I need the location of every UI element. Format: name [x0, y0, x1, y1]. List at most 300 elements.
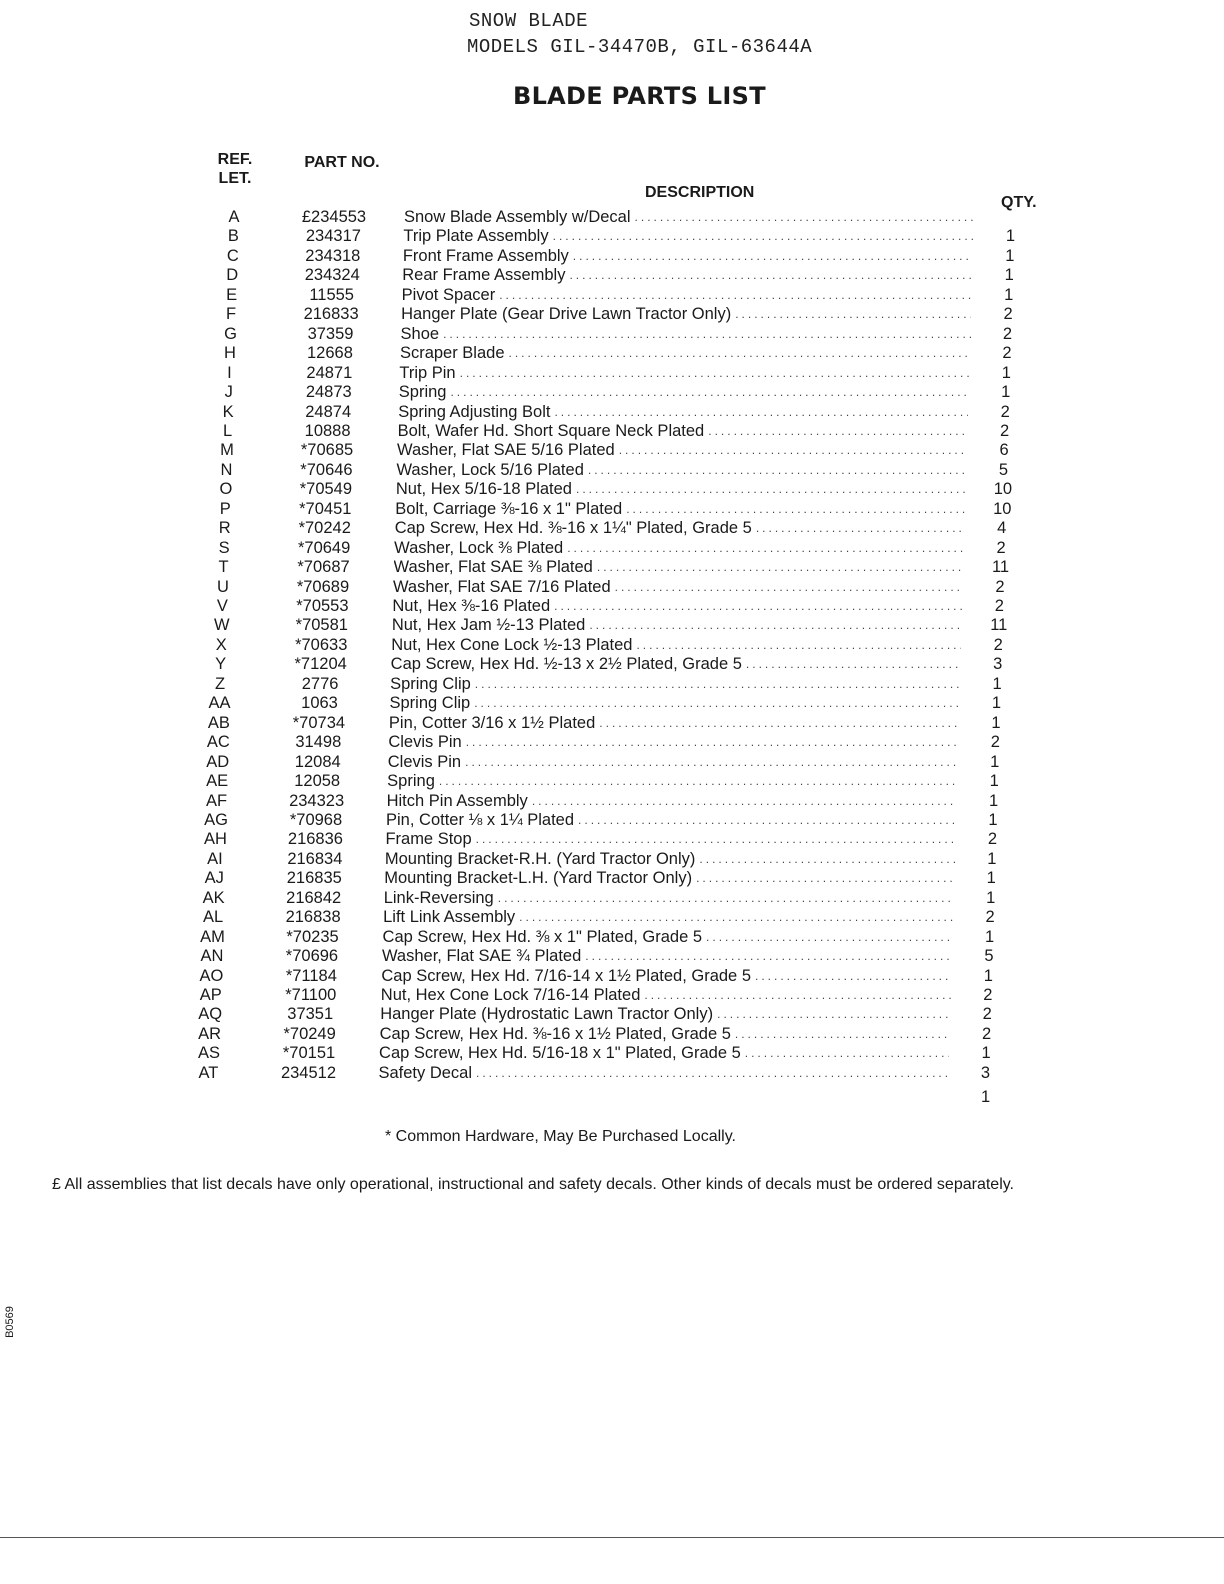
qty-cell: 1 [990, 752, 1000, 771]
ref-let-cell: AO [199, 966, 224, 985]
ref-let-cell: AT [198, 1063, 219, 1082]
part-no-cell: *70549 [299, 480, 353, 499]
dot-leader [439, 771, 957, 791]
dot-leader [699, 849, 954, 869]
table-row [192, 693, 1032, 713]
table-row [184, 946, 1024, 966]
description-text: Link-Reversing [383, 888, 494, 907]
ref-let-cell: X [215, 635, 227, 654]
description-text: Front Frame Assembly [402, 246, 569, 265]
description-text: Lift Link Assembly [383, 908, 516, 927]
ref-let-cell: F [226, 305, 237, 324]
table-row [204, 265, 1044, 285]
description-cell [401, 304, 971, 324]
description-text: Bolt, Wafer Hd. Short Square Neck Plated [397, 421, 705, 440]
qty-cell: 6 [999, 441, 1009, 460]
column-header-qty: QTY. [1001, 194, 1037, 211]
table-row [203, 304, 1043, 324]
description-text: Pivot Spacer [401, 285, 496, 304]
dot-leader [589, 615, 961, 635]
description-cell [383, 907, 953, 927]
description-cell [390, 693, 960, 713]
qty-cell: 5 [998, 460, 1009, 479]
description-text: Spring [387, 772, 435, 791]
ref-let-cell: P [219, 499, 231, 518]
description-text: Nut, Hex Jam ½-13 Plated [391, 616, 586, 635]
dot-leader [717, 1004, 950, 1024]
qty-cell: 2 [985, 908, 995, 927]
table-row [194, 596, 1034, 616]
table-row [182, 1024, 1022, 1044]
qty-cell: 2 [982, 1024, 992, 1043]
description-cell [381, 985, 951, 1005]
ref-let-cell: B [227, 227, 239, 246]
ref-let-cell: O [219, 480, 233, 499]
description-cell [379, 1043, 949, 1063]
part-no-cell: 234317 [305, 227, 361, 246]
ref-let-cell: AD [206, 752, 230, 771]
part-no-cell: 12668 [306, 344, 353, 363]
part-no-cell: *70151 [282, 1044, 336, 1063]
dot-leader [465, 752, 958, 772]
table-row [180, 1063, 1020, 1083]
description-text: Frame Stop [385, 830, 472, 849]
table-row [186, 868, 1026, 888]
dot-leader [636, 635, 961, 655]
description-text: Nut, Hex 5/16-18 Plated [395, 480, 572, 499]
table-row [195, 577, 1035, 597]
description-text: Nut, Hex Cone Lock 7/16-14 Plated [380, 986, 641, 1004]
description-cell [378, 1063, 948, 1083]
part-no-cell: 10888 [304, 421, 351, 440]
part-no-cell: *70242 [298, 519, 351, 538]
part-no-cell: *70235 [286, 927, 339, 946]
table-row [182, 1004, 1022, 1024]
qty-cell: 2 [994, 597, 1004, 615]
part-no-cell: *70451 [299, 499, 352, 518]
qty-cell: 2 [993, 635, 1003, 654]
dot-leader [474, 693, 959, 713]
description-cell [398, 421, 968, 441]
ref-let-cell: H [223, 344, 236, 363]
ref-let-cell: AB [207, 713, 230, 732]
description-cell [402, 265, 972, 285]
table-row [185, 927, 1025, 947]
qty-cell: 3 [993, 655, 1003, 674]
ref-let-cell: AF [206, 791, 228, 810]
part-no-cell: *70689 [296, 577, 350, 596]
table-row [206, 207, 1046, 227]
table-row [194, 615, 1034, 635]
qty-cell: 11 [990, 616, 1008, 635]
ref-let-cell: E [226, 285, 238, 304]
table-row [190, 752, 1030, 772]
dot-leader [735, 304, 971, 324]
description-text: Shoe [400, 324, 440, 343]
ref-let-cell: AP [199, 986, 222, 1004]
ref-let-cell: AR [198, 1024, 222, 1043]
description-text: Nut, Hex ⅜-16 Plated [392, 597, 551, 615]
table-row [183, 985, 1023, 1005]
description-text: Rear Frame Assembly [402, 266, 566, 285]
table-row [189, 771, 1029, 791]
dot-leader [466, 732, 959, 752]
table-row [193, 635, 1033, 655]
dot-leader [576, 479, 966, 499]
part-no-cell: *71184 [285, 966, 337, 985]
ref-let-cell: AJ [204, 869, 224, 888]
part-no-cell: *70734 [292, 713, 346, 732]
part-no-cell: *71100 [285, 986, 337, 1004]
qty-cell: 1 [989, 772, 999, 791]
ref-let-cell: Y [215, 655, 227, 674]
description-text: Hitch Pin Assembly [386, 791, 528, 810]
dot-leader [626, 499, 965, 519]
qty-cell: 2 [996, 538, 1006, 557]
description-cell [393, 577, 963, 597]
ref-let-cell: M [220, 441, 234, 460]
description-cell [381, 966, 951, 986]
dot-leader [588, 460, 967, 480]
description-text: Spring Clip [389, 694, 471, 713]
model-heading-line1: SNOW BLADE [469, 10, 589, 32]
description-cell [399, 363, 969, 383]
qty-cell: 1 [988, 810, 998, 829]
description-text: Trip Plate Assembly [403, 227, 549, 246]
part-no-cell: 234512 [280, 1063, 336, 1082]
description-cell [387, 771, 957, 791]
dot-leader [476, 829, 956, 849]
description-text: Cap Screw, Hex Hd. ⅜-16 x 1¼" Plated, Grade 5 [394, 519, 752, 538]
description-text: Cap Screw, Hex Hd. 5/16-18 x 1" Plated, Grade 5 [379, 1044, 741, 1063]
dot-leader [696, 868, 954, 888]
description-cell [396, 460, 966, 480]
description-cell [399, 382, 969, 402]
page-title: BLADE PARTS LIST [513, 82, 766, 110]
part-no-cell: *70687 [297, 558, 350, 577]
column-header-ref-let: REF. LET. [217, 151, 253, 187]
dot-leader [578, 810, 956, 830]
document-code: B0569 [3, 1306, 16, 1338]
table-row [204, 285, 1044, 305]
description-text: Washer, Flat SAE 7/16 Plated [392, 577, 611, 596]
qty-cell: 2 [1002, 344, 1012, 363]
part-no-cell: 216842 [286, 888, 342, 907]
description-text: Cap Screw, Hex Hd. ⅜-16 x 1½ Plated, Grade 5 [379, 1024, 731, 1043]
qty-cell: 2 [987, 830, 998, 849]
qty-cell: 1 [989, 791, 999, 810]
description-cell [391, 654, 961, 674]
description-text: Mounting Bracket-R.H. (Yard Tractor Only) [384, 849, 696, 868]
ref-let-cell: AA [208, 694, 231, 713]
ref-let-cell: R [218, 519, 231, 538]
dot-leader [554, 596, 962, 616]
table-row [186, 888, 1026, 908]
description-cell [390, 674, 960, 694]
description-text: Hanger Plate (Gear Drive Lawn Tractor Only) [401, 305, 732, 324]
ref-let-cell: AM [200, 927, 225, 946]
qty-cell: 5 [984, 947, 994, 966]
description-text: Pin, Cotter 3/16 x 1½ Plated [388, 713, 596, 732]
description-cell [387, 791, 957, 811]
description-cell [384, 868, 954, 888]
ref-let-cell: AI [207, 849, 223, 868]
column-header-part-no: PART NO. [304, 154, 380, 171]
dot-leader [635, 207, 974, 227]
dot-leader [499, 285, 971, 305]
description-text: Spring Adjusting Bolt [398, 402, 551, 421]
dot-leader [706, 927, 952, 947]
part-no-cell: *70581 [295, 616, 348, 635]
dot-leader [476, 1063, 948, 1083]
ref-let-cell: AG [204, 810, 228, 829]
part-no-cell: 1063 [301, 694, 338, 713]
dot-leader [519, 907, 953, 927]
ref-let-cell: A [228, 208, 240, 226]
qty-cell: 2 [1002, 324, 1013, 343]
part-no-cell: 24871 [306, 363, 353, 382]
part-no-cell: £234553 [301, 208, 367, 226]
qty-cell: 1 [986, 869, 996, 888]
qty-cell: 1 [1004, 285, 1014, 304]
description-cell [401, 324, 971, 344]
ref-let-cell: L [223, 421, 233, 440]
ref-let-cell: V [216, 597, 228, 615]
description-cell [396, 479, 966, 499]
description-cell [397, 440, 967, 460]
qty-cell: 10 [993, 499, 1012, 518]
dot-leader [599, 713, 959, 733]
description-text: Cap Screw, Hex Hd. 7/16-14 x 1½ Plated, Grade 5 [381, 966, 751, 985]
description-cell [388, 752, 958, 772]
qty-cell: 1 [1005, 227, 1015, 246]
ref-let-cell: T [218, 558, 229, 577]
qty-cell: 1 [1001, 363, 1011, 382]
description-text: Spring [398, 383, 447, 402]
qty-cell: 1 [981, 1044, 991, 1063]
part-no-cell: 216833 [303, 305, 359, 324]
table-row [189, 791, 1029, 811]
ref-let-cell: Z [215, 674, 226, 693]
description-cell [394, 557, 964, 577]
part-no-cell: *70685 [300, 441, 354, 460]
description-text: Clevis Pin [388, 733, 462, 752]
part-no-cell: *70646 [300, 460, 353, 479]
table-row [188, 810, 1028, 830]
dot-leader [443, 324, 970, 344]
part-no-cell: 216836 [287, 830, 343, 849]
qty-cell: 1 [983, 966, 993, 985]
part-no-cell: *70553 [296, 597, 349, 615]
part-no-cell: *70649 [297, 538, 351, 557]
part-no-cell: 37359 [307, 324, 354, 343]
description-cell [400, 343, 970, 363]
description-text: Mounting Bracket-L.H. (Yard Tractor Only) [384, 869, 693, 888]
dot-leader [475, 674, 960, 694]
table-row [183, 966, 1023, 986]
description-text: Washer, Flat SAE ⅜ Plated [393, 558, 593, 577]
description-cell [395, 518, 965, 538]
description-cell [380, 1004, 950, 1024]
description-cell [392, 615, 962, 635]
description-cell [384, 888, 954, 908]
column-header-description: DESCRIPTION [645, 184, 755, 201]
table-row [192, 674, 1032, 694]
part-no-cell: 31498 [295, 733, 342, 752]
table-row [196, 538, 1036, 558]
part-no-cell: 234323 [289, 791, 345, 810]
part-no-cell: 216835 [286, 869, 342, 888]
description-text: Washer, Flat SAE 5/16 Plated [397, 441, 615, 460]
ref-let-cell: AE [206, 772, 229, 791]
model-heading-line2: MODELS GIL-34470B, GIL-63644A [467, 36, 813, 58]
description-cell [380, 1024, 950, 1044]
ref-let-cell: K [222, 402, 234, 421]
dot-leader [615, 577, 963, 597]
description-text: Washer, Flat SAE ¾ Plated [381, 947, 582, 966]
dot-leader [553, 226, 974, 246]
table-row [196, 557, 1036, 577]
part-no-cell: 2776 [301, 674, 339, 693]
table-row [205, 246, 1045, 266]
qty-cell: 1 [1001, 383, 1011, 402]
dot-leader [567, 538, 964, 558]
table-row [201, 382, 1041, 402]
description-cell [394, 538, 964, 558]
qty-cell: 1 [1005, 246, 1015, 265]
qty-cell: 2 [995, 577, 1005, 596]
qty-cell: 2 [983, 986, 993, 1004]
dot-leader [644, 985, 950, 1005]
dot-leader [597, 557, 964, 577]
part-no-cell: 216838 [285, 908, 341, 927]
dot-leader [745, 1043, 949, 1063]
table-row [187, 829, 1027, 849]
description-text: Scraper Blade [399, 344, 505, 363]
qty-cell: 1 [984, 927, 995, 946]
description-text: Cap Screw, Hex Hd. ½-13 x 2½ Plated, Grade 5 [390, 655, 742, 674]
table-row [197, 499, 1037, 519]
ref-let-cell: AN [200, 947, 224, 966]
description-text: Snow Blade Assembly w/Decal [404, 208, 631, 226]
dot-leader [569, 265, 972, 285]
description-cell [389, 713, 959, 733]
part-no-cell: 12084 [294, 752, 341, 771]
ref-let-cell: U [217, 577, 229, 596]
dot-leader [573, 246, 973, 266]
part-no-cell: *70968 [289, 810, 343, 829]
qty-cell: 2 [1003, 305, 1013, 324]
qty-cell: 2 [982, 1005, 992, 1024]
ref-let-cell: J [224, 383, 233, 402]
part-no-cell: 234318 [305, 246, 361, 265]
ref-let-cell: N [220, 460, 233, 479]
description-cell [386, 810, 956, 830]
bottom-divider [0, 1537, 1224, 1538]
part-no-cell: *70249 [283, 1024, 336, 1043]
description-text: Nut, Hex Cone Lock ½-13 Plated [391, 635, 633, 654]
qty-cell: 4 [997, 519, 1007, 538]
table-row [200, 421, 1040, 441]
description-text: Clevis Pin [387, 752, 462, 771]
dot-leader [746, 654, 961, 674]
qty-cell: 3 [980, 1063, 991, 1082]
description-cell [391, 635, 961, 655]
part-no-cell: *70633 [295, 635, 348, 654]
dot-leader [735, 1024, 950, 1044]
table-row [205, 226, 1045, 246]
table-row [185, 907, 1025, 927]
qty-cell: 10 [993, 480, 1013, 499]
description-cell [398, 402, 968, 422]
ref-let-cell: AH [203, 830, 227, 849]
description-text: Cap Screw, Hex Hd. ⅜ x 1" Plated, Grade 5 [382, 927, 703, 946]
table-row [187, 849, 1027, 869]
description-text: Trip Pin [399, 363, 456, 382]
table-row [199, 440, 1039, 460]
description-cell [403, 226, 973, 246]
table-row [200, 402, 1040, 422]
description-cell [382, 946, 952, 966]
part-no-cell: 234324 [304, 266, 360, 285]
dot-leader [509, 343, 970, 363]
common-hardware-note: * Common Hardware, May Be Purchased Locally. [385, 1128, 736, 1145]
ref-let-cell: AQ [198, 1005, 223, 1024]
qty-cell: 1 [986, 888, 996, 907]
part-no-cell: *70696 [285, 947, 339, 966]
description-cell [383, 927, 953, 947]
qty-cell: 11 [991, 558, 1010, 577]
qty-cell: 2 [1000, 421, 1010, 440]
qty-cell: 1 [1004, 266, 1014, 285]
extra-qty-value: 1 [981, 1088, 991, 1106]
description-cell [385, 829, 955, 849]
part-no-cell: *71204 [294, 655, 347, 674]
table-row [203, 324, 1043, 344]
dot-leader [554, 402, 968, 422]
decal-note: £ All assemblies that list decals have only operational, instructional and safety decals. Other kinds of decals must be ordered separately. [52, 1176, 1014, 1193]
ref-let-cell: W [214, 616, 230, 635]
dot-leader [708, 421, 967, 441]
qty-cell: 1 [992, 674, 1002, 693]
table-row [201, 363, 1041, 383]
description-text: Safety Decal [378, 1063, 473, 1082]
part-no-cell: 216834 [287, 849, 343, 868]
qty-cell: 2 [1000, 402, 1010, 421]
table-row [198, 460, 1038, 480]
dot-leader [585, 946, 952, 966]
description-text: Washer, Lock 5/16 Plated [396, 460, 584, 479]
dot-leader [498, 888, 954, 908]
dot-leader [755, 966, 951, 986]
dot-leader [619, 440, 967, 460]
ref-let-cell: C [226, 246, 239, 265]
description-cell [385, 849, 955, 869]
description-cell [388, 732, 958, 752]
description-text: Spring Clip [390, 674, 471, 693]
ref-let-cell: D [226, 266, 239, 285]
table-row [191, 713, 1031, 733]
part-no-cell: 12058 [294, 772, 341, 791]
table-row [193, 654, 1033, 674]
table-row [190, 732, 1030, 752]
ref-let-cell: G [224, 324, 237, 343]
ref-let-cell: AK [202, 888, 225, 907]
dot-leader [756, 518, 965, 538]
part-no-cell: 11555 [309, 285, 354, 304]
dot-leader [450, 382, 968, 402]
ref-let-cell: I [227, 363, 232, 382]
